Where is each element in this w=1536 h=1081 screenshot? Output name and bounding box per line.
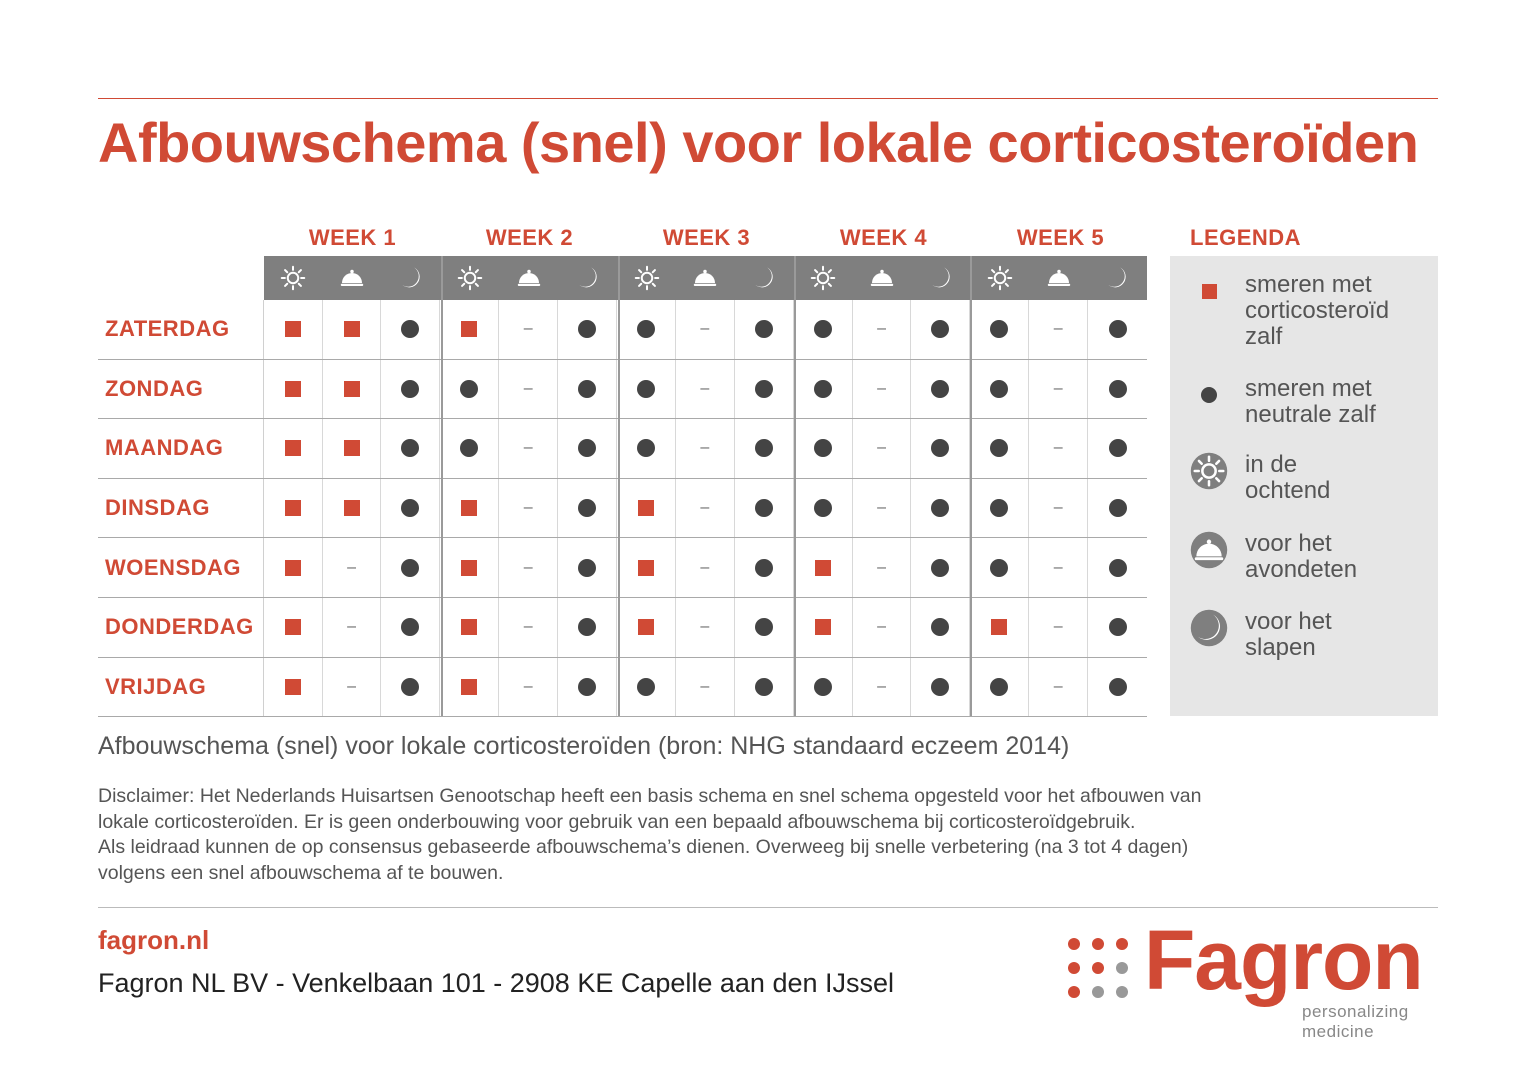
day-label: MAANDAG — [98, 419, 264, 478]
red-square-icon — [461, 500, 477, 516]
dark-dot-icon — [814, 439, 832, 457]
dark-dot-icon — [931, 678, 949, 696]
schedule-cell — [1029, 598, 1088, 657]
schedule-cell — [735, 538, 794, 597]
dark-dot-icon — [931, 559, 949, 577]
schedule-cell — [911, 479, 970, 538]
week-divider — [618, 256, 620, 716]
cloche-icon — [1190, 531, 1228, 569]
dark-dot-icon — [637, 320, 655, 338]
schedule-cell — [264, 658, 323, 717]
schedule-cell — [558, 419, 617, 478]
schedule-cell — [264, 360, 323, 419]
schedule-cell — [1029, 479, 1088, 538]
day-label: VRIJDAG — [98, 658, 264, 717]
dark-dot-icon — [637, 439, 655, 457]
dark-dot-icon — [1109, 618, 1127, 636]
schedule-cell — [1029, 658, 1088, 717]
cloche-icon — [323, 256, 382, 300]
table-row — [98, 419, 1147, 479]
schedule-cell — [381, 419, 440, 478]
footer-rule — [98, 907, 1438, 908]
disclaimer-line: Disclaimer: Het Nederlands Huisartsen Genootschap heeft een basis schema en snel schema opgesteld voor het afbouwen van — [98, 785, 1202, 807]
dash-mark: – — [1053, 558, 1063, 576]
red-square-icon — [344, 500, 360, 516]
schedule-cell — [440, 479, 499, 538]
dark-dot-icon — [755, 678, 773, 696]
week-header-row — [264, 220, 1149, 256]
schedule-cell — [911, 300, 970, 359]
dash-mark: – — [1053, 677, 1063, 695]
day-rows — [98, 300, 1147, 717]
table-row — [98, 538, 1147, 598]
cloche-icon — [853, 256, 912, 300]
schedule-cell — [794, 360, 853, 419]
schedule-cell — [499, 598, 558, 657]
dash-mark: – — [700, 320, 710, 338]
dark-dot-icon — [931, 320, 949, 338]
table-row — [98, 300, 1147, 360]
schedule-cell — [794, 658, 853, 717]
schedule-cell — [558, 538, 617, 597]
schedule-cell — [558, 360, 617, 419]
dark-dot-icon — [1109, 380, 1127, 398]
logo-dots-icon — [1066, 936, 1130, 1000]
table-row — [98, 598, 1147, 658]
legend-text-line: neutrale zalf — [1245, 401, 1376, 428]
red-square-icon — [285, 381, 301, 397]
schedule-cell — [264, 538, 323, 597]
schedule-cell — [794, 538, 853, 597]
moon-icon — [911, 256, 970, 300]
schedule-cell — [1029, 360, 1088, 419]
dark-dot-icon — [1109, 559, 1127, 577]
dash-mark: – — [700, 558, 710, 576]
schedule-cell — [264, 300, 323, 359]
schedule-cell — [676, 300, 735, 359]
logo-tagline-line: personalizing — [1302, 1002, 1409, 1021]
schedule-cell — [853, 658, 912, 717]
dark-dot-icon — [814, 320, 832, 338]
company-address: Fagron NL BV - Venkelbaan 101 - 2908 KE Capelle aan den IJssel — [98, 968, 895, 998]
week-divider — [441, 256, 443, 716]
schedule-cell — [735, 479, 794, 538]
cloche-icon — [499, 256, 558, 300]
legend-text — [1245, 609, 1435, 661]
dark-dot-icon — [401, 618, 419, 636]
dark-dot-icon — [990, 439, 1008, 457]
schedule-cell — [1088, 538, 1147, 597]
week-label: WEEK 2 — [485, 225, 574, 250]
fagron-logo — [1066, 913, 1446, 1044]
legend-panel — [1170, 256, 1438, 716]
schedule-cell — [676, 479, 735, 538]
schedule-cell — [1088, 360, 1147, 419]
schedule-cell — [440, 419, 499, 478]
dash-mark: – — [700, 499, 710, 517]
red-square-icon — [461, 560, 477, 576]
schedule-cell — [558, 658, 617, 717]
top-rule — [98, 98, 1438, 99]
schedule-cell — [1088, 658, 1147, 717]
red-square-icon — [638, 560, 654, 576]
legend-text — [1245, 452, 1435, 504]
schedule-cell — [853, 300, 912, 359]
dash-mark: – — [1053, 320, 1063, 338]
dark-dot-icon — [814, 380, 832, 398]
legend-text — [1245, 531, 1435, 583]
schedule-cell — [381, 300, 440, 359]
table-row — [98, 658, 1147, 718]
schedule-cell — [617, 479, 676, 538]
red-square-icon — [285, 500, 301, 516]
schedule-cell — [617, 419, 676, 478]
red-square-icon — [285, 679, 301, 695]
schedule-cell — [794, 419, 853, 478]
red-square-icon — [638, 500, 654, 516]
dark-dot-icon — [578, 439, 596, 457]
schedule-cell — [676, 419, 735, 478]
red-square-icon — [285, 560, 301, 576]
moon-icon — [735, 256, 794, 300]
schedule-cell — [970, 419, 1029, 478]
dark-dot-icon — [755, 559, 773, 577]
dark-dot-icon — [990, 320, 1008, 338]
dark-dot-icon — [460, 439, 478, 457]
legend-text-line: voor het — [1245, 608, 1332, 635]
dash-mark: – — [523, 320, 533, 338]
schedule-cell — [853, 479, 912, 538]
dark-dot-icon — [755, 320, 773, 338]
schedule-cell — [440, 598, 499, 657]
day-label: DINSDAG — [98, 479, 264, 538]
day-label: ZATERDAG — [98, 300, 264, 359]
schedule-cell — [970, 479, 1029, 538]
dark-dot-icon — [578, 559, 596, 577]
caption: Afbouwschema (snel) voor lokale corticosteroïden (bron: NHG standaard eczeem 2014) — [98, 732, 1070, 760]
red-square-icon — [344, 381, 360, 397]
schedule-cell — [323, 360, 382, 419]
dark-dot-icon — [755, 439, 773, 457]
dark-dot-icon — [931, 380, 949, 398]
logo-wordmark: Fagron — [1144, 913, 1423, 1007]
schedule-cell — [558, 598, 617, 657]
page-title: Afbouwschema (snel) voor lokale corticosteroïden — [98, 111, 1419, 174]
schedule-cell — [911, 658, 970, 717]
dark-dot-icon — [990, 380, 1008, 398]
red-square-icon — [815, 619, 831, 635]
schedule-cell — [499, 658, 558, 717]
dark-dot-icon — [637, 380, 655, 398]
dark-dot-icon — [578, 618, 596, 636]
dash-mark: – — [523, 558, 533, 576]
schedule-cell — [617, 360, 676, 419]
schedule-cell — [911, 360, 970, 419]
schedule-cell — [676, 658, 735, 717]
schedule-cell — [911, 598, 970, 657]
schedule-cell — [381, 598, 440, 657]
schedule-cell — [794, 479, 853, 538]
schedule-cell — [970, 300, 1029, 359]
schedule-cell — [676, 598, 735, 657]
schedule-cell — [323, 300, 382, 359]
disclaimer-line: volgens een snel afbouwschema af te bouwen. — [98, 861, 504, 884]
dark-dot-icon — [1190, 376, 1228, 414]
sun-icon — [617, 256, 676, 300]
dark-dot-icon — [578, 380, 596, 398]
disclaimer — [98, 784, 1443, 886]
dark-dot-icon — [401, 559, 419, 577]
dash-mark: – — [700, 618, 710, 636]
week-divider — [794, 256, 796, 716]
dash-mark: – — [877, 379, 886, 397]
dark-dot-icon — [401, 499, 419, 517]
schedule-cell — [499, 419, 558, 478]
moon-icon — [1190, 609, 1228, 647]
dash-mark: – — [347, 558, 356, 576]
legend-text-line: smeren met — [1245, 375, 1372, 402]
dark-dot-icon — [1109, 499, 1127, 517]
dark-dot-icon — [401, 439, 419, 457]
dash-mark: – — [877, 677, 886, 695]
dash-mark: – — [877, 558, 886, 576]
schedule-cell — [970, 658, 1029, 717]
dark-dot-icon — [637, 678, 655, 696]
schedule-cell — [558, 479, 617, 538]
dash-mark: – — [877, 618, 886, 636]
schedule-cell — [794, 300, 853, 359]
cloche-icon — [676, 256, 735, 300]
legend-text-line: voor het — [1245, 530, 1332, 557]
sun-icon — [264, 256, 323, 300]
logo-tagline — [1302, 1002, 1409, 1042]
dash-mark: – — [1053, 379, 1063, 397]
dark-dot-icon — [1109, 320, 1127, 338]
dark-dot-icon — [755, 618, 773, 636]
schedule-cell — [617, 300, 676, 359]
schedule-cell — [1029, 300, 1088, 359]
schedule-cell — [381, 658, 440, 717]
dark-dot-icon — [990, 559, 1008, 577]
dash-mark: – — [700, 379, 710, 397]
moon-icon — [558, 256, 617, 300]
schedule-cell — [794, 598, 853, 657]
dash-mark: – — [877, 320, 886, 338]
schedule-cell — [323, 538, 382, 597]
moon-icon — [382, 256, 441, 300]
legend-text-line: smeren met — [1245, 271, 1372, 298]
schedule-cell — [264, 479, 323, 538]
red-square-icon — [285, 440, 301, 456]
schedule-cell — [499, 479, 558, 538]
schedule-cell — [381, 360, 440, 419]
red-square-icon — [991, 619, 1007, 635]
day-label: WOENSDAG — [98, 538, 264, 597]
dark-dot-icon — [578, 678, 596, 696]
dash-mark: – — [1053, 499, 1063, 517]
dash-mark: – — [347, 677, 356, 695]
schedule-cell — [440, 538, 499, 597]
cloche-icon — [1029, 256, 1088, 300]
schedule-cell — [558, 300, 617, 359]
schedule-cell — [499, 360, 558, 419]
dark-dot-icon — [401, 678, 419, 696]
schedule-cell — [735, 598, 794, 657]
schedule-cell — [264, 598, 323, 657]
schedule-cell — [440, 300, 499, 359]
dark-dot-icon — [755, 499, 773, 517]
dark-dot-icon — [401, 320, 419, 338]
red-square-icon — [815, 560, 831, 576]
schedule-cell — [853, 538, 912, 597]
schedule-cell — [911, 538, 970, 597]
legend-text — [1245, 376, 1435, 428]
dark-dot-icon — [931, 499, 949, 517]
schedule-cell — [1088, 598, 1147, 657]
dark-dot-icon — [931, 618, 949, 636]
dark-dot-icon — [401, 380, 419, 398]
red-square-icon — [1190, 272, 1228, 310]
dash-mark: – — [1053, 439, 1063, 457]
disclaimer-line: lokale corticosteroïden. Er is geen onderbouwing voor gebruik van een bepaald afbouwschema bij corticosteroïdgebruik. — [98, 810, 1136, 833]
schedule-cell — [323, 419, 382, 478]
logo-tagline-line: medicine — [1302, 1022, 1375, 1041]
dash-mark: – — [700, 677, 710, 695]
red-square-icon — [461, 321, 477, 337]
dark-dot-icon — [814, 499, 832, 517]
schedule-cell — [381, 538, 440, 597]
dark-dot-icon — [814, 678, 832, 696]
time-icon-header — [264, 256, 1147, 300]
legend-title: LEGENDA — [1190, 225, 1302, 250]
schedule-cell — [440, 658, 499, 717]
week-label: WEEK 5 — [1016, 225, 1105, 250]
schedule-cell — [735, 300, 794, 359]
schedule-cell — [323, 479, 382, 538]
dash-mark: – — [877, 439, 886, 457]
week-label: WEEK 3 — [662, 225, 751, 250]
sun-icon — [794, 256, 853, 300]
day-label: DONDERDAG — [98, 598, 264, 657]
red-square-icon — [285, 321, 301, 337]
schedule-cell — [970, 360, 1029, 419]
dark-dot-icon — [578, 320, 596, 338]
schedule-cell — [735, 658, 794, 717]
day-label: ZONDAG — [98, 360, 264, 419]
schedule-cell — [440, 360, 499, 419]
schedule-cell — [1088, 419, 1147, 478]
schedule-cell — [853, 419, 912, 478]
dash-mark: – — [347, 618, 356, 636]
schedule-cell — [1029, 419, 1088, 478]
schedule-cell — [676, 538, 735, 597]
dash-mark: – — [700, 439, 710, 457]
red-square-icon — [344, 321, 360, 337]
dark-dot-icon — [578, 499, 596, 517]
schedule-cell — [617, 538, 676, 597]
schedule-cell — [617, 598, 676, 657]
table-row — [98, 479, 1147, 539]
dash-mark: – — [877, 499, 886, 517]
dark-dot-icon — [990, 678, 1008, 696]
legend-text-line: in de — [1245, 451, 1298, 478]
sun-icon — [1190, 452, 1228, 490]
schedule-cell — [1029, 538, 1088, 597]
legend-text-line: slapen — [1245, 634, 1316, 661]
dash-mark: – — [523, 379, 533, 397]
schedule-cell — [970, 598, 1029, 657]
schedule-cell — [853, 360, 912, 419]
legend-text-line: avondeten — [1245, 556, 1358, 583]
dash-mark: – — [523, 499, 533, 517]
schedule-cell — [381, 479, 440, 538]
schedule-cell — [676, 360, 735, 419]
dark-dot-icon — [460, 380, 478, 398]
schedule-cell — [970, 538, 1029, 597]
red-square-icon — [461, 619, 477, 635]
red-square-icon — [344, 440, 360, 456]
website-link[interactable]: fagron.nl — [98, 925, 210, 955]
schedule-cell — [911, 419, 970, 478]
schedule-cell — [1088, 300, 1147, 359]
moon-icon — [1088, 256, 1147, 300]
schedule-cell — [1088, 479, 1147, 538]
sun-icon — [970, 256, 1029, 300]
dash-mark: – — [1053, 618, 1063, 636]
schedule-cell — [323, 658, 382, 717]
dark-dot-icon — [931, 439, 949, 457]
dash-mark: – — [523, 618, 533, 636]
red-square-icon — [461, 679, 477, 695]
schedule-cell — [735, 419, 794, 478]
table-row — [98, 360, 1147, 420]
schedule-cell — [735, 360, 794, 419]
legend-text — [1245, 272, 1435, 350]
schedule-cell — [617, 658, 676, 717]
dash-mark: – — [523, 439, 533, 457]
week-divider — [970, 256, 972, 716]
dark-dot-icon — [755, 380, 773, 398]
legend-text-line: zalf — [1245, 323, 1283, 350]
week-label: WEEK 4 — [839, 225, 928, 250]
schedule-cell — [323, 598, 382, 657]
schedule-cell — [853, 598, 912, 657]
dash-mark: – — [523, 677, 533, 695]
legend-text-line: ochtend — [1245, 477, 1331, 504]
dark-dot-icon — [990, 499, 1008, 517]
sun-icon — [441, 256, 500, 300]
disclaimer-line: Als leidraad kunnen de op consensus gebaseerde afbouwschema’s dienen. Overweeg bij snelle verbetering (na 3 tot 4 dagen) — [98, 836, 1189, 858]
legend-text-line: corticosteroïd — [1245, 297, 1390, 324]
red-square-icon — [638, 619, 654, 635]
dark-dot-icon — [1109, 678, 1127, 696]
schedule-cell — [264, 419, 323, 478]
dark-dot-icon — [1109, 439, 1127, 457]
week-label: WEEK 1 — [308, 225, 397, 250]
red-square-icon — [285, 619, 301, 635]
schedule-cell — [499, 300, 558, 359]
schedule-cell — [499, 538, 558, 597]
